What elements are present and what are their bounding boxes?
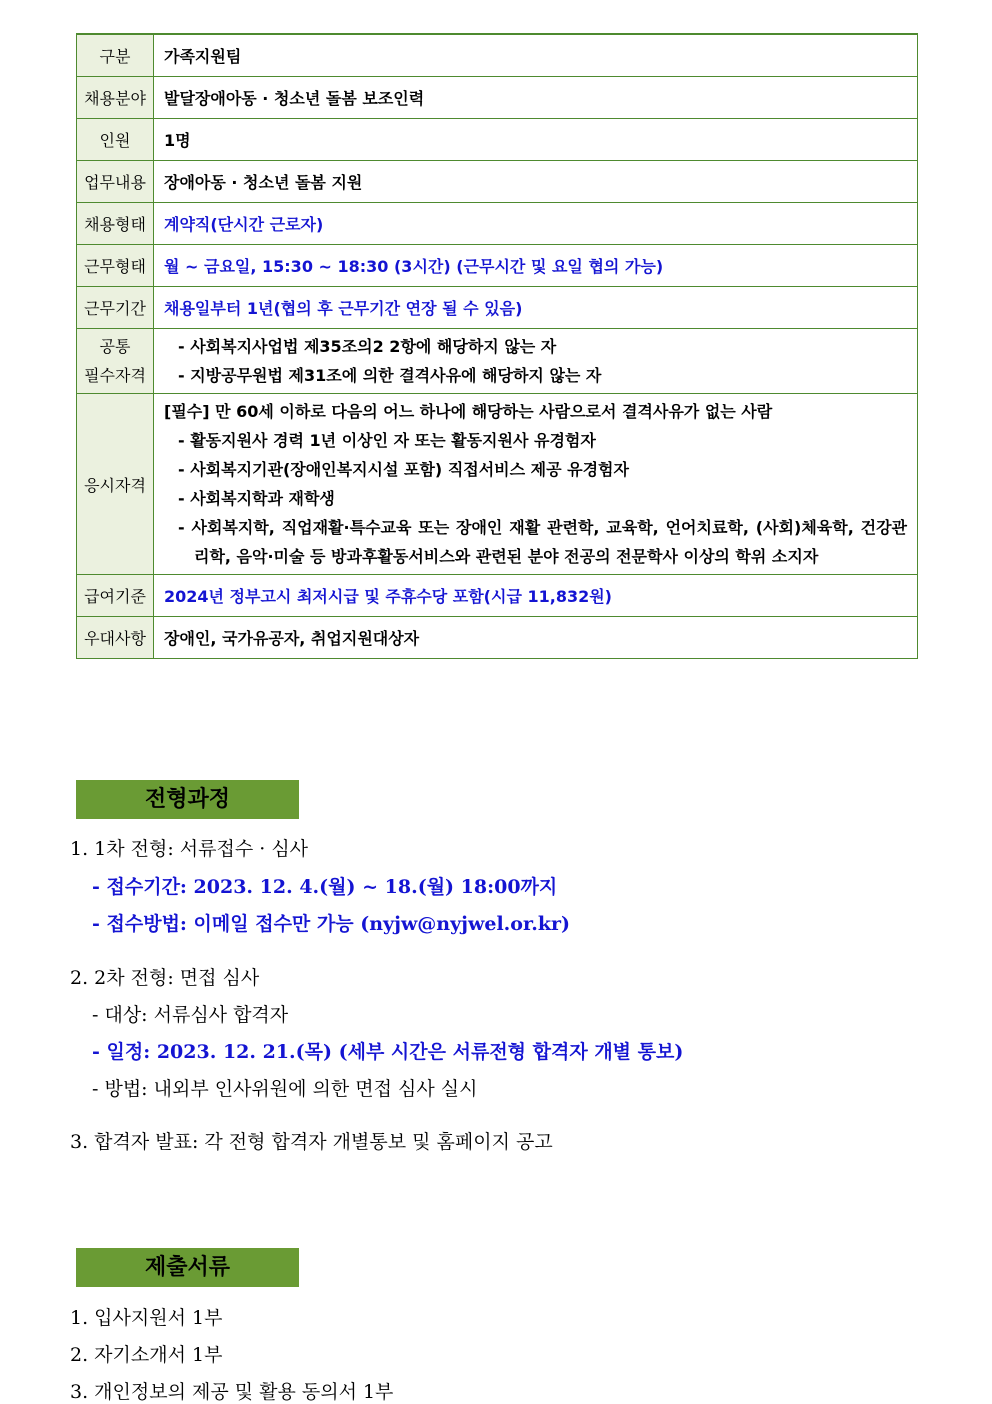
row-label: 구분 xyxy=(77,34,154,77)
step2-target: - 대상: 서류심사 합격자 xyxy=(92,1004,289,1026)
table-row xyxy=(77,203,918,245)
row-label xyxy=(77,329,154,394)
qual-item: - 사회복지기관(장애인복지시설 포함) 직접서비스 제공 유경험자 xyxy=(178,460,629,479)
qual-item: - 사회복지학, 직업재활·특수교육 또는 장애인 재활 관련학, 교육학, 언어치료학, (사회)체육학, 건강관리학, 음악·미술 등 방과후활동서비스와 관련된 분야 전공의 전문학사 이상의 학위 소지자 xyxy=(178,518,907,566)
table-row xyxy=(77,575,918,617)
documents-section-title: 제출서류 xyxy=(76,1248,299,1287)
step2-date: - 일정: 2023. 12. 21.(목) (세부 시간은 서류전형 합격자 개별 통보) xyxy=(92,1041,684,1063)
table-row xyxy=(77,287,918,329)
document-item: 2. 자기소개서 1부 xyxy=(70,1344,223,1366)
document-item: 3. 개인정보의 제공 및 활용 동의서 1부 xyxy=(70,1381,394,1403)
table-row xyxy=(77,245,918,287)
row-value: 1명 xyxy=(154,119,918,161)
row-value: 발달장애아동 · 청소년 돌봄 보조인력 xyxy=(154,77,918,119)
row-value: 장애아동 · 청소년 돌봄 지원 xyxy=(154,161,918,203)
step1-title: 1. 1차 전형: 서류접수 · 심사 xyxy=(70,838,309,860)
row-value: 월 ~ 금요일, 15:30 ~ 18:30 (3시간) (근무시간 및 요일 협의 가능) xyxy=(154,245,918,287)
label-line: 공통 xyxy=(99,337,131,356)
process-section-title: 전형과정 xyxy=(76,780,299,819)
step2-method: - 방법: 내외부 인사위원에 의한 면접 심사 실시 xyxy=(92,1078,478,1100)
row-label: 업무내용 xyxy=(77,161,154,203)
row-value: 장애인, 국가유공자, 취업지원대상자 xyxy=(154,617,918,659)
row-label: 근무기간 xyxy=(77,287,154,329)
qual-intro: [필수] 만 60세 이하로 다음의 어느 하나에 해당하는 사람으로서 결격사유가 없는 사람 xyxy=(164,402,773,421)
common-item: - 지방공무원법 제31조에 의한 결격사유에 해당하지 않는 자 xyxy=(178,366,602,385)
row-value: 가족지원팀 xyxy=(154,34,918,77)
table-row xyxy=(77,394,918,575)
row-label: 채용형태 xyxy=(77,203,154,245)
row-label: 인원 xyxy=(77,119,154,161)
row-value xyxy=(154,329,918,394)
row-label: 근무형태 xyxy=(77,245,154,287)
step1-period: - 접수기간: 2023. 12. 4.(월) ~ 18.(월) 18:00까지 xyxy=(92,876,558,898)
table-row xyxy=(77,34,918,77)
row-label: 채용분야 xyxy=(77,77,154,119)
table-row xyxy=(77,119,918,161)
table-row xyxy=(77,617,918,659)
step1-method: - 접수방법: 이메일 접수만 가능 (nyjw@nyjwel.or.kr) xyxy=(92,913,571,935)
table-row xyxy=(77,161,918,203)
row-label: 우대사항 xyxy=(77,617,154,659)
row-value xyxy=(154,394,918,575)
document-item: 1. 입사지원서 1부 xyxy=(70,1307,223,1329)
row-value: 2024년 정부고시 최저시급 및 주휴수당 포함(시급 11,832원) xyxy=(154,575,918,617)
row-label: 응시자격 xyxy=(77,394,154,575)
step3-title: 3. 합격자 발표: 각 전형 합격자 개별통보 및 홈페이지 공고 xyxy=(70,1131,553,1153)
row-label: 급여기준 xyxy=(77,575,154,617)
table-row xyxy=(77,329,918,394)
step2-title: 2. 2차 전형: 면접 심사 xyxy=(70,967,260,989)
row-value: 채용일부터 1년(협의 후 근무기간 연장 될 수 있음) xyxy=(154,287,918,329)
qual-item: - 활동지원사 경력 1년 이상인 자 또는 활동지원사 유경험자 xyxy=(178,431,596,450)
qual-item: - 사회복지학과 재학생 xyxy=(178,489,335,508)
table-row xyxy=(77,77,918,119)
label-line: 필수자격 xyxy=(84,366,146,385)
row-value: 계약직(단시간 근로자) xyxy=(154,203,918,245)
recruitment-table xyxy=(76,33,918,659)
common-item: - 사회복지사업법 제35조의2 2항에 해당하지 않는 자 xyxy=(178,337,557,356)
